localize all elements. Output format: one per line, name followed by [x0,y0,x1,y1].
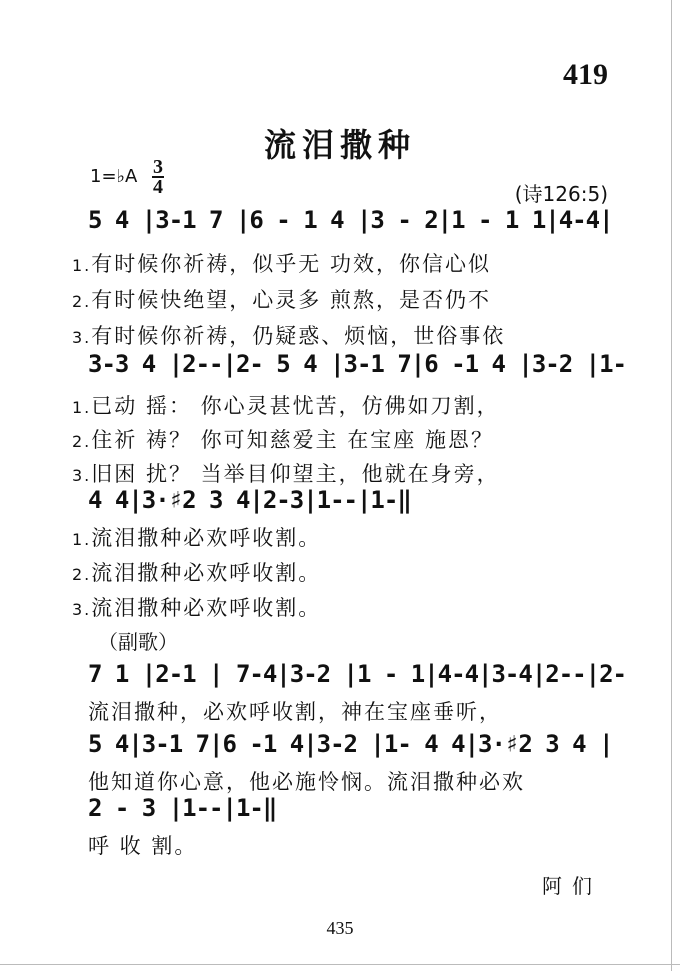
lyric-text: 流泪撒种必欢呼收割。 [91,526,322,550]
notation-line: 4 4|3·♯2 3 4|2-3|1--|1-‖ [88,486,411,514]
verse-number: 3. [72,600,92,619]
chorus-label: （副歌） [98,630,178,654]
hymn-title: 流泪撒种 [263,126,416,164]
verse-number: 1. [72,530,92,549]
amen-text: 阿们 [542,874,602,898]
lyric-text: 有时候你祈祷，似乎无 功效，你信心似 [91,252,491,276]
lyric-line [72,458,500,488]
notation-line: 3-3 4 |2--|2- 5 4 |3-1 7|6 -1 4 |3-2 |1- [88,350,626,378]
verse-number: 1. [72,398,92,417]
lyric-line [72,284,491,314]
lyric-line [72,592,321,622]
verse-number: 3. [72,328,92,347]
verse-number: 2. [72,292,92,311]
time-signature [152,158,164,196]
notation-line: 5 4|3-1 7|6 -1 4|3-2 |1- 4 4|3·♯2 3 4 | [88,730,613,758]
notation-line: 2 - 3 |1--|1-‖ [88,794,277,822]
lyric-line: 流泪撒种，必欢呼收割，神在宝座垂听， [88,700,502,724]
lyric-text: 有时候快绝望，心灵多 煎熬，是否仍不 [91,288,491,312]
meter-top: 3 [153,156,163,178]
lyric-text: 已动 摇： 你心灵甚忧苦，仿佛如刀割， [91,394,500,418]
lyric-line [72,557,321,587]
scripture-reference: (诗126:5) [514,182,608,206]
lyric-line [72,248,491,278]
hymn-number: 419 [563,58,608,91]
lyric-text: 流泪撒种必欢呼收割。 [91,596,322,620]
lyric-text: 流泪撒种必欢呼收割。 [91,561,322,585]
lyric-text: 有时候你祈祷，仍疑惑、烦恼，世俗事依 [91,324,506,348]
lyric-line [72,320,505,350]
verse-number: 2. [72,565,92,584]
lyric-line [72,390,500,420]
lyric-line: 他知道你心意，他必施怜悯。流泪撒种必欢 [88,770,525,794]
key-signature: 1=♭A [90,166,138,187]
meter-bottom: 4 [153,176,163,198]
lyric-text: 住祈 祷？ 你可知慈爱主 在宝座 施恩？ [91,428,494,452]
verse-number: 3. [72,466,92,485]
lyric-line [72,424,494,454]
verse-number: 1. [72,256,92,275]
page-edge-bottom [0,964,680,965]
lyric-text: 旧困 扰？ 当举目仰望主，他就在身旁， [91,462,500,486]
lyric-line [72,522,321,552]
lyric-line: 呼 收 割。 [88,834,198,858]
verse-number: 2. [72,432,92,451]
page-number: 435 [326,918,354,938]
notation-line: 5 4 |3-1 7 |6 - 1 4 |3 - 2|1 - 1 1|4-4| [88,206,613,234]
notation-line: 7 1 |2-1 | 7-4|3-2 |1 - 1|4-4|3-4|2--|2- [88,660,626,688]
